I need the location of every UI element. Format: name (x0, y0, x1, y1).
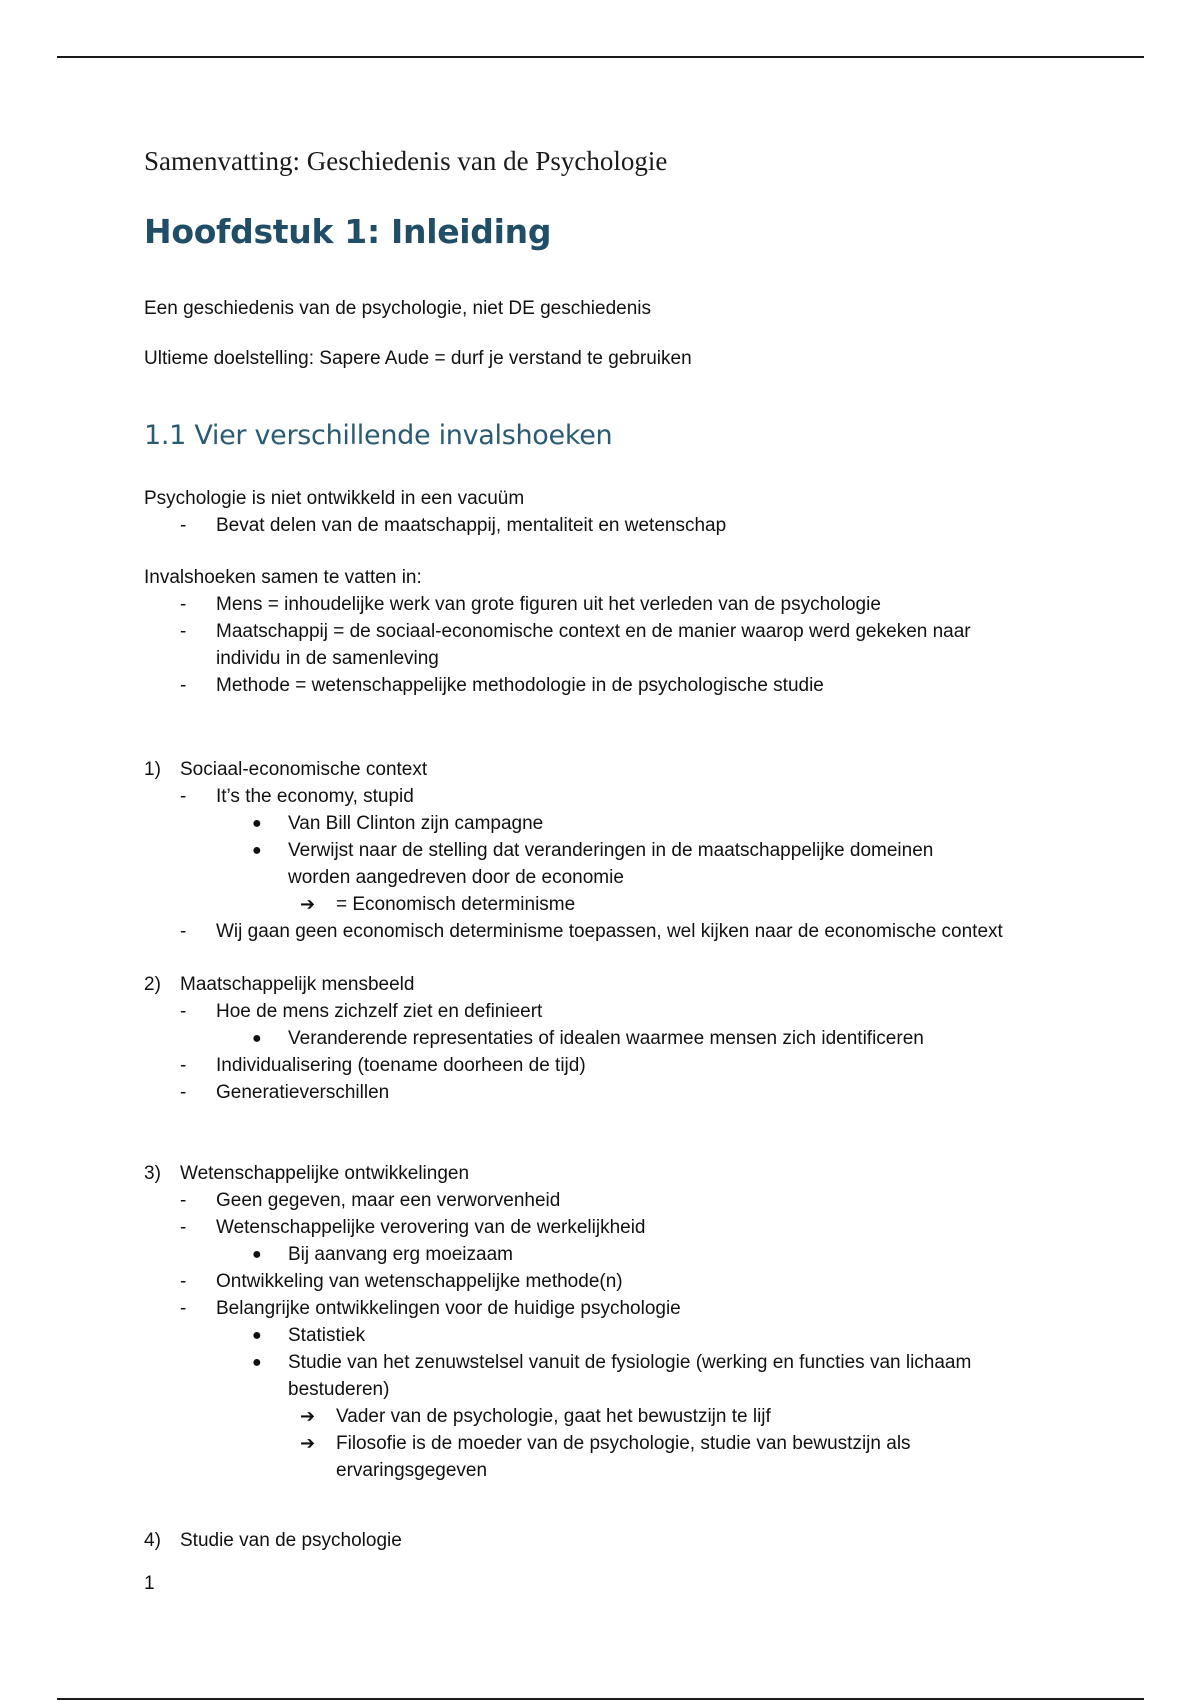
section-4-block (144, 1527, 1094, 1554)
arrow-icon: ➔ (300, 1433, 316, 1453)
list-item-text: Generatieverschillen (216, 1082, 390, 1103)
section-2-block (144, 971, 1094, 1106)
bullet-item (144, 1025, 1094, 1052)
list-item (144, 512, 1094, 539)
item-number: 3) (144, 1163, 161, 1184)
arrow-item (144, 1403, 1094, 1430)
bullet-item-text: Van Bill Clinton zijn campagne (288, 813, 544, 834)
arrow-item (144, 891, 1094, 918)
arrow-item-text: Filosofie is de moeder van de psychologie, studie van bewustzijn als ervaringsgegeven (336, 1433, 911, 1481)
dash-marker: - (180, 1055, 187, 1076)
dash-marker: - (180, 786, 187, 807)
top-rule (57, 56, 1144, 58)
dash-marker: - (180, 1298, 187, 1319)
bullet-item (144, 810, 1094, 837)
page-number: 1 (144, 1573, 155, 1594)
bullet-marker: ● (252, 1246, 262, 1263)
list-item-text: It’s the economy, stupid (216, 786, 414, 807)
list-item-text: Belangrijke ontwikkelingen voor de huidige psychologie (216, 1298, 681, 1319)
list-item-text: Mens = inhoudelijke werk van grote figuren uit het verleden van de psychologie (216, 594, 881, 615)
dash-marker: - (180, 1001, 187, 1022)
document-title: Samenvatting: Geschiedenis van de Psychologie (144, 146, 668, 176)
numbered-item (144, 971, 1094, 998)
list-item-text: Bevat delen van de maatschappij, mentaliteit en wetenschap (216, 515, 727, 536)
dash-marker: - (180, 621, 187, 642)
list-item (144, 1214, 1094, 1241)
list-item (144, 1079, 1094, 1106)
dash-marker: - (180, 675, 187, 696)
section-3-block (144, 1160, 1094, 1484)
chapter-heading: Hoofdstuk 1: Inleiding (144, 212, 552, 251)
item-number: 1) (144, 759, 161, 780)
arrow-icon: ➔ (300, 894, 316, 914)
paragraph: Psychologie is niet ontwikkeld in een vacuüm (144, 488, 525, 509)
numbered-item (144, 756, 1094, 783)
bullet-item (144, 1349, 1024, 1403)
bullet-item-text: Veranderende representaties of idealen waarmee mensen zich identificeren (288, 1028, 924, 1049)
paragraph: Invalshoeken samen te vatten in: (144, 567, 422, 588)
intro-paragraph-2: Ultieme doelstelling: Sapere Aude = durf je verstand te gebruiken (144, 348, 692, 369)
list-item (144, 1052, 1094, 1079)
arrow-item-text: Vader van de psychologie, gaat het bewustzijn te lijf (336, 1406, 771, 1427)
list-item-text: Methode = wetenschappelijke methodologie in de psychologische studie (216, 675, 824, 696)
arrow-item (144, 1430, 1004, 1484)
dash-marker: - (180, 515, 187, 536)
intro-paragraph-1: Een geschiedenis van de psychologie, niet DE geschiedenis (144, 298, 651, 319)
item-number: 2) (144, 974, 161, 995)
bullet-marker: ● (252, 815, 262, 832)
list-item (144, 998, 1094, 1025)
bullet-item-text: Verwijst naar de stelling dat veranderingen in de maatschappelijke domeinen worden aangedreven door de economie (288, 840, 934, 888)
bullet-marker: ● (252, 1354, 262, 1371)
dash-marker: - (180, 1271, 187, 1292)
numbered-item-title: Studie van de psychologie (180, 1530, 402, 1551)
document-page (144, 140, 1094, 1594)
numbered-item-title: Sociaal-economische context (180, 759, 428, 780)
numbered-item (144, 1160, 1094, 1187)
vacuum-block (144, 485, 1094, 539)
bullet-item-text: Studie van het zenuwstelsel vanuit de fysiologie (werking en functies van lichaam bestuderen) (288, 1352, 972, 1400)
bullet-marker: ● (252, 842, 262, 859)
list-item (144, 1268, 1094, 1295)
dash-marker: - (180, 594, 187, 615)
list-item-text: Hoe de mens zichzelf ziet en definieert (216, 1001, 543, 1022)
section-heading: 1.1 Vier verschillende invalshoeken (144, 420, 613, 451)
list-item (144, 618, 1034, 672)
list-item-text: Wetenschappelijke verovering van de werkelijkheid (216, 1217, 646, 1238)
bullet-item (144, 1322, 1094, 1349)
list-item-text: Geen gegeven, maar een verworvenheid (216, 1190, 561, 1211)
list-item (144, 1187, 1094, 1214)
numbered-item-title: Wetenschappelijke ontwikkelingen (180, 1163, 470, 1184)
numbered-item-title: Maatschappelijk mensbeeld (180, 974, 415, 995)
list-item (144, 783, 1094, 810)
list-item-text: Maatschappij = de sociaal-economische context en de manier waarop werd gekeken naar individu in de samenleving (216, 621, 971, 669)
list-item (144, 1295, 1094, 1322)
list-item-text: Individualisering (toename doorheen de tijd) (216, 1055, 586, 1076)
bullet-marker: ● (252, 1030, 262, 1047)
arrow-item-text: = Economisch determinisme (336, 894, 576, 915)
invalshoeken-block (144, 564, 1094, 699)
numbered-item (144, 1527, 1094, 1554)
dash-marker: - (180, 921, 187, 942)
section-1-block (144, 756, 1094, 945)
list-item-text: Wij gaan geen economisch determinisme toepassen, wel kijken naar de economische context (216, 921, 1003, 942)
dash-marker: - (180, 1190, 187, 1211)
list-item (144, 672, 1094, 699)
bullet-item-text: Statistiek (288, 1325, 366, 1346)
bullet-item-text: Bij aanvang erg moeizaam (288, 1244, 513, 1265)
dash-marker: - (180, 1082, 187, 1103)
list-item (144, 918, 1094, 945)
bullet-item (144, 1241, 1094, 1268)
dash-marker: - (180, 1217, 187, 1238)
bullet-marker: ● (252, 1327, 262, 1344)
list-item-text: Ontwikkeling van wetenschappelijke methode(n) (216, 1271, 623, 1292)
list-item (144, 591, 1094, 618)
arrow-icon: ➔ (300, 1406, 316, 1426)
bullet-item (144, 837, 994, 891)
item-number: 4) (144, 1530, 161, 1551)
